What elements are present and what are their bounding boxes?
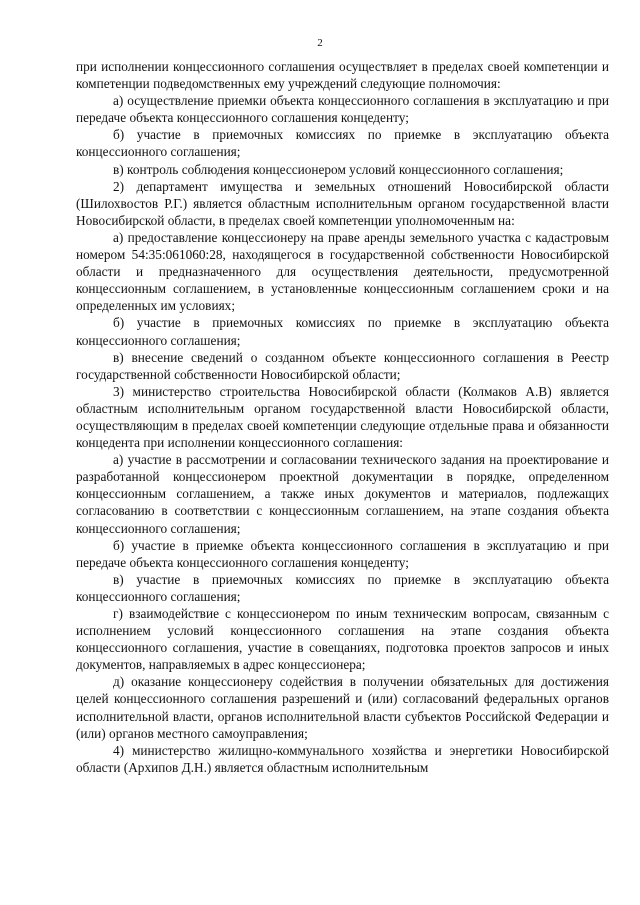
- paragraph: б) участие в приемочных комиссиях по приемке в эксплуатацию объекта концессионного соглашения;: [76, 315, 609, 348]
- paragraph: а) участие в рассмотрении и согласовании технического задания на проектирование и разработанной концессионером проектной документации в порядке, определенном концессионным соглашением, а также иных документов и материалов, подлежащих согласованию в соответствии с концессионным соглашением, на этапе создания объекта концессионного соглашения;: [76, 452, 609, 536]
- paragraph: в) внесение сведений о созданном объекте концессионного соглашения в Реестр государственной собственности Новосибирской области;: [76, 349, 609, 382]
- page-number: 2: [317, 37, 323, 49]
- paragraph: 4) министерство жилищно-коммунального хозяйства и энергетики Новосибирской области (Архипов Д.Н.) является областным исполнительным: [76, 742, 609, 775]
- paragraph: при исполнении концессионного соглашения осуществляет в пределах своей компетенции и компетенции подведомственных ему учреждений следующие полномочия:: [76, 59, 609, 92]
- paragraph: д) оказание концессионеру содействия в получении обязательных для достижения целей концессионного соглашения разрешений и (или) согласований федеральных органов исполнительной власти, органов исполнительной власти субъектов Российской Федерации и (или) органов местного самоуправления;: [76, 674, 609, 741]
- paragraph: а) предоставление концессионеру на праве аренды земельного участка с кадастровым номером 54:35:061060:28, находящегося в государственной собственности Новосибирской области и предназначенного для осуществления деятельности, предусмотренной концессионным соглашением, в установленные концессионным соглашением сроки и на определенных им условиях;: [76, 229, 609, 314]
- paragraph: 3) министерство строительства Новосибирской области (Колмаков А.В) является областным исполнительным органом государственной власти Новосибирской области, осуществляющим в пределах своей компетенции следующие отдельные права и обязанности концедента при исполнении концессионного соглашения:: [76, 383, 609, 451]
- paragraph: б) участие в приемочных комиссиях по приемке в эксплуатацию объекта концессионного соглашения;: [76, 127, 609, 160]
- paragraph: г) взаимодействие с концессионером по иным техническим вопросам, связанным с исполнением условий концессионного соглашения на этапе создания объекта концессионного соглашения, участие в совещаниях, подготовка проектов запросов и иных документов, направляемых в адрес концессионера;: [76, 606, 609, 673]
- paragraph: в) участие в приемочных комиссиях по приемке в эксплуатацию объекта концессионного соглашения;: [76, 571, 609, 604]
- document-body: [76, 58, 609, 776]
- paragraph: в) контроль соблюдения концессионером условий концессионного соглашения;: [113, 161, 564, 177]
- paragraph: б) участие в приемке объекта концессионного соглашения в эксплуатацию и при передаче объекта концессионного соглашения концеденту;: [76, 537, 609, 570]
- paragraph: 2) департамент имущества и земельных отношений Новосибирской области (Шилохвостов Р.Г.) является областным исполнительным органом государственной власти Новосибирской области, в пределах своей компетенции уполномоченным на:: [76, 178, 609, 228]
- paragraph: а) осуществление приемки объекта концессионного соглашения в эксплуатацию и при передаче объекта концессионного соглашения концеденту;: [76, 93, 609, 126]
